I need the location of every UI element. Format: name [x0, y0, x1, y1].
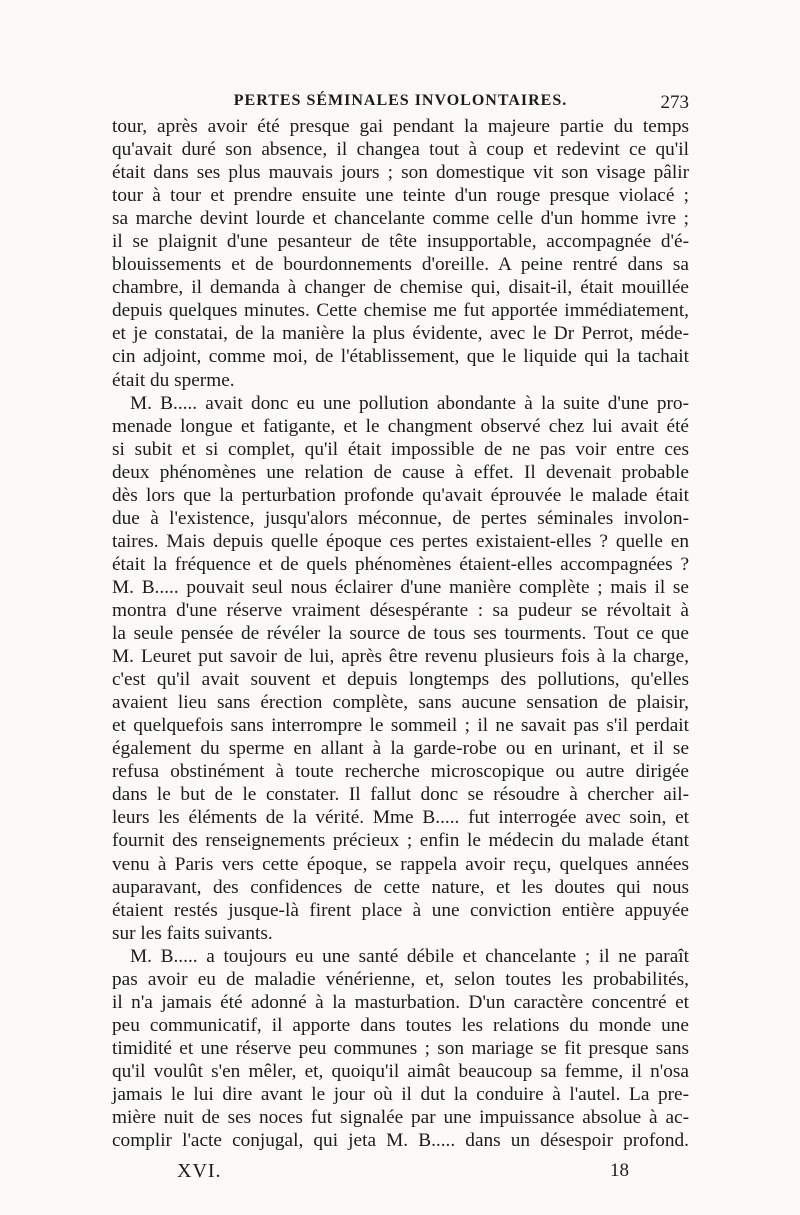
text-line: et quelquefois sans interrompre le sommeil ; il ne savait pas s'il perdait — [112, 715, 689, 737]
text-line: M. B..... avait donc eu une pollution abondante à la suite d'une pro- — [130, 392, 689, 414]
text-line: complir l'acte conjugal, qui jeta M. B..... dans un désespoir profond. — [112, 1130, 689, 1152]
text-line: la seule pensée de révéler la source de tous ses tourments. Tout ce que — [112, 623, 689, 645]
text-line: dans le but de le constater. Il fallut donc se résoudre à chercher ail- — [112, 784, 689, 806]
text-line: blouissements et de bourdonnements d'oreille. A peine rentré dans sa — [112, 254, 689, 276]
text-line: était dans ses plus mauvais jours ; son domestique vit son visage pâlir — [112, 162, 689, 184]
text-line: était la fréquence et de quels phénomènes étaient-elles accompagnées ? — [112, 553, 689, 575]
text-line: tour à tour et prendre ensuite une teinte d'un rouge presque violacé ; — [112, 185, 689, 207]
text-line: due à l'existence, jusqu'alors méconnue, de pertes séminales involon- — [112, 507, 689, 529]
text-line: et je constatai, de la manière la plus évidente, avec le Dr Perrot, méde- — [112, 323, 689, 345]
text-line: également du sperme en allant à la garde-robe ou en urinant, et il se — [112, 738, 689, 760]
text-line: étaient restés jusque-là firent place à une conviction entière appuyée — [112, 899, 689, 921]
text-line: il n'a jamais été adonné à la masturbation. D'un caractère concentré et — [112, 991, 689, 1013]
text-line: deux phénomènes une relation de cause à effet. Il devenait probable — [112, 461, 689, 483]
signature-mark: XVI. — [177, 1160, 222, 1182]
text-line: pas avoir eu de maladie vénérienne, et, selon toutes les probabilités, — [112, 968, 689, 990]
text-line: auparavant, des confidences de cette nature, et les doutes qui nous — [112, 876, 689, 898]
text-line: refusa obstinément à toute recherche microscopique ou autre dirigée — [112, 761, 689, 783]
text-line: qu'il voulût s'en mêler, et, quoiqu'il aimât beaucoup sa femme, il n'osa — [112, 1060, 689, 1082]
page-number: 273 — [660, 92, 689, 113]
text-line: si subit et si complet, qu'il était impossible de ne pas voir entre ces — [112, 438, 689, 460]
text-line: fournit des renseignements précieux ; enfin le médecin du malade étant — [112, 830, 689, 852]
text-line: timidité et une réserve peu communes ; son mariage se fit presque sans — [112, 1037, 689, 1059]
text-line: tour, après avoir été presque gai pendant la majeure partie du temps — [112, 116, 689, 137]
text-line: sur les faits suivants. — [112, 922, 273, 944]
text-line: depuis quelques minutes. Cette chemise me fut apportée immédiatement, — [112, 300, 689, 322]
text-line: cin adjoint, comme moi, de l'établissement, que le liquide qui la tachait — [112, 346, 689, 368]
text-line: M. B..... pouvait seul nous éclairer d'une manière complète ; mais il se — [112, 576, 689, 598]
text-line: sa marche devint lourde et chancelante comme celle d'un homme ivre ; — [112, 208, 689, 230]
body-text — [112, 115, 689, 1152]
text-line: leurs les éléments de la vérité. Mme B..... fut interrogée avec soin, et — [112, 807, 689, 829]
text-line: c'est qu'il avait souvent et depuis longtemps des pollutions, qu'elles — [112, 669, 689, 691]
text-line: menade longue et fatigante, et le changment observé chez lui avait été — [112, 415, 689, 437]
text-line: dès lors que la perturbation profonde qu'avait éprouvée le malade était — [112, 484, 689, 506]
text-line: M. B..... a toujours eu une santé débile et chancelante ; il ne paraît — [130, 945, 689, 967]
text-line: M. Leuret put savoir de lui, après être revenu plusieurs fois à la charge, — [112, 646, 689, 668]
sheet-number: 18 — [610, 1160, 629, 1181]
text-line: avaient lieu sans érection complète, sans aucune sensation de plaisir, — [112, 692, 689, 714]
text-line: taires. Mais depuis quelle époque ces pertes existaient-elles ? quelle en — [112, 530, 689, 552]
text-line: venu à Paris vers cette époque, se rappela avoir reçu, quelques années — [112, 853, 689, 875]
page-footer — [177, 1160, 629, 1188]
text-line: peu communicatif, il apporte dans toutes les relations du monde une — [112, 1014, 689, 1036]
text-line: qu'avait duré son absence, il changea tout à coup et redevint ce qu'il — [112, 139, 689, 161]
text-line: jamais le lui dire avant le jour où il dut la conduire à l'autel. La pre- — [112, 1083, 689, 1105]
text-line: était du sperme. — [112, 369, 235, 391]
running-title: PERTES SÉMINALES INVOLONTAIRES. — [233, 92, 568, 109]
text-line: mière nuit de ses noces fut signalée par une impuissance absolue à ac- — [112, 1107, 689, 1129]
text-line: chambre, il demanda à changer de chemise qui, disait-il, était mouillée — [112, 277, 689, 299]
text-line: montra d'une réserve vraiment désespérante : sa pudeur se révoltait à — [112, 599, 689, 621]
text-line: il se plaignit d'une pesanteur de tête insupportable, accompagnée d'é- — [112, 231, 689, 253]
